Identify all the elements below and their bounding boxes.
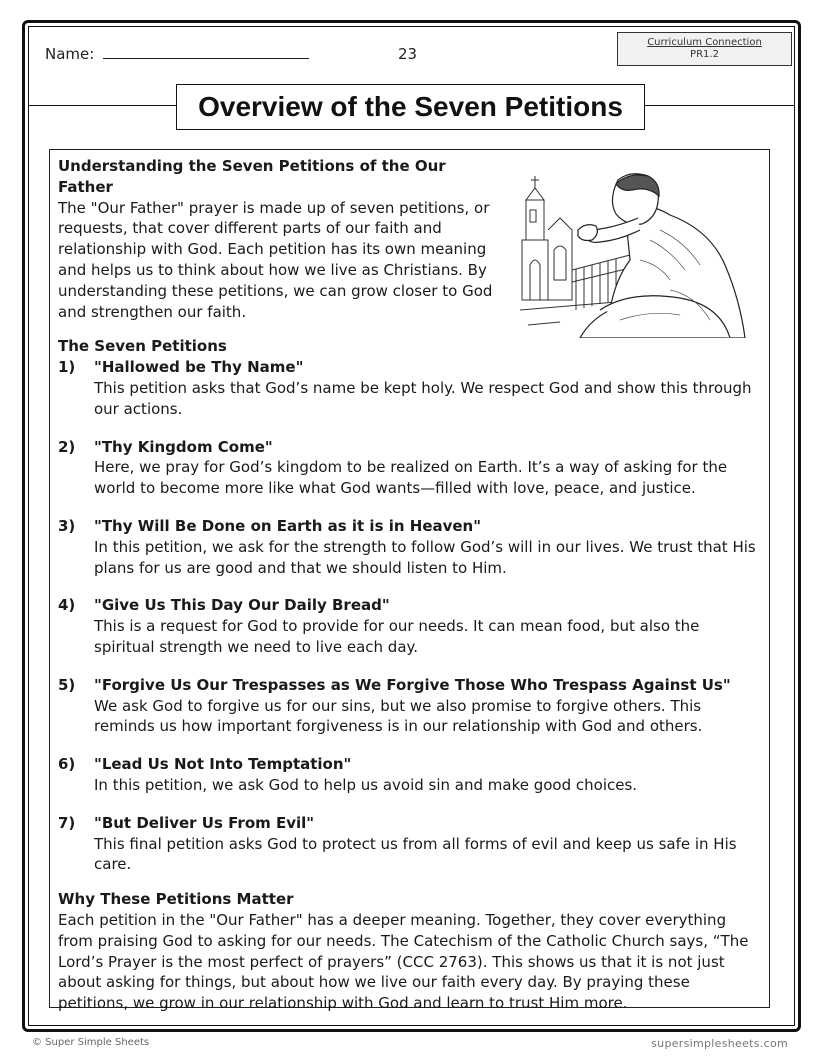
matter-heading: Why These Petitions Matter [58, 890, 294, 909]
curriculum-connection-box [617, 32, 792, 66]
petition-item [58, 516, 758, 578]
content-area [58, 156, 758, 1014]
petition-text: This is a request for God to provide for our needs. It can mean food, but also the spiritual strength we need to live each day. [94, 617, 700, 656]
name-blank-line [103, 45, 309, 59]
petition-number: 7) [58, 813, 76, 832]
petition-text: In this petition, we ask for the strength to follow God’s will in our lives. We trust that His plans for us are good and that we should listen to Him. [94, 537, 756, 577]
petition-title: "But Deliver Us From Evil" [94, 813, 315, 832]
petition-item [58, 357, 758, 419]
petition-text: This petition asks that God’s name be kept holy. We respect God and show this through our actions. [94, 378, 752, 418]
petition-title: "Thy Will Be Done on Earth as it is in Heaven" [94, 516, 482, 535]
petition-title: "Forgive Us Our Trespasses as We Forgive Those Who Trespass Against Us" [94, 675, 731, 694]
petition-item [58, 675, 758, 737]
name-label: Name: [45, 45, 100, 63]
petition-number: 6) [58, 755, 76, 774]
petition-title: "Thy Kingdom Come" [94, 437, 273, 456]
petition-title: "Hallowed be Thy Name" [94, 358, 304, 377]
petition-number: 4) [58, 596, 76, 615]
petition-title: "Give Us This Day Our Daily Bread" [94, 596, 390, 615]
petition-text: In this petition, we ask God to help us avoid sin and make good choices. [94, 775, 638, 794]
petition-title: "Lead Us Not Into Temptation" [94, 755, 352, 774]
page-title: Overview of the Seven Petitions [176, 84, 645, 130]
petition-item [58, 813, 758, 875]
curriculum-title: Curriculum Connection [647, 37, 762, 48]
petitions-heading: The Seven Petitions [58, 337, 227, 356]
petition-number: 3) [58, 516, 76, 535]
page-number: 23 [398, 45, 418, 63]
petition-text: We ask God to forgive us for our sins, but we also promise to forgive others. This reminds us how important forgiveness is in our relationship with God and others. [94, 696, 703, 736]
petition-item [58, 595, 758, 657]
curriculum-code: PR1.2 [690, 49, 719, 60]
petition-item [58, 754, 758, 796]
intro-section [58, 156, 503, 322]
name-field [45, 45, 309, 63]
matter-text: Each petition in the "Our Father" has a deeper meaning. Together, they cover everything from praising God to asking for our needs. The Catechism of the Catholic Church says, “The Lord’s Prayer is the most perfect of prayers” (CCC 2763). This shows us that it is not just about asking for things, but about how we live our faith every day. By praying these petitions, we grow in our relationship with God and learn to trust Him more. [58, 910, 749, 1013]
footer-website: supersimplesheets.com [651, 1037, 788, 1050]
petition-item [58, 437, 758, 499]
intro-text: The "Our Father" prayer is made up of seven petitions, or requests, that cover different parts of our faith and relationship with God. Each petition has its own meaning and helps us to think about how we live as Christians. By understanding these petitions, we can grow closer to God and strengthen our faith. [58, 198, 493, 321]
petition-number: 5) [58, 675, 76, 694]
petition-number: 1) [58, 358, 76, 377]
petition-number: 2) [58, 437, 76, 456]
petition-text: This final petition asks God to protect us from all forms of evil and keep us safe in His care. [94, 834, 737, 874]
footer-copyright: © Super Simple Sheets [32, 1037, 150, 1048]
intro-heading: Understanding the Seven Petitions of the Our Father [58, 157, 446, 196]
petition-text: Here, we pray for God’s kingdom to be realized on Earth. It’s a way of asking for the world to become more like what God wants—filled with love, peace, and justice. [94, 458, 728, 498]
